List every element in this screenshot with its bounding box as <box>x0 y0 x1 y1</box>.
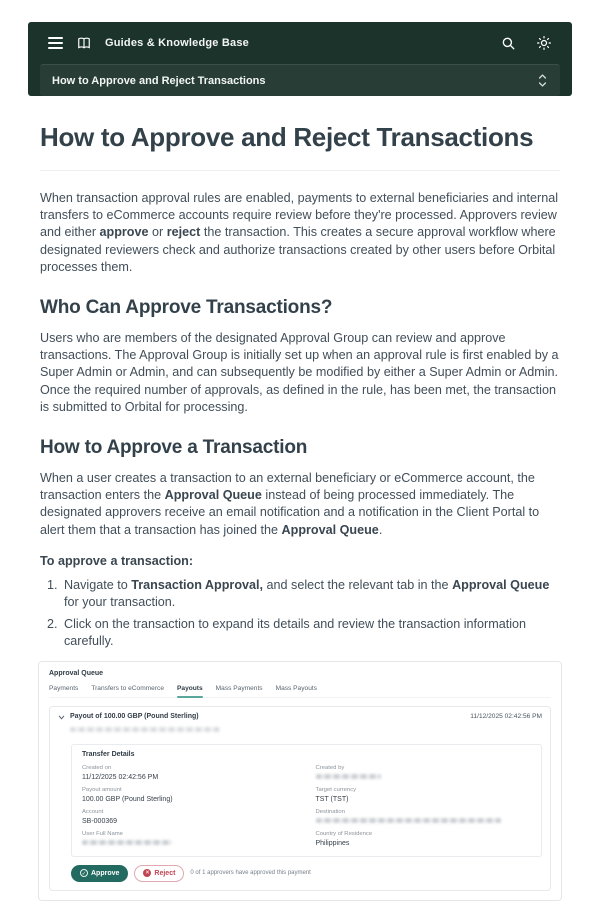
breadcrumb: How to Approve and Reject Transactions <box>52 74 266 87</box>
transaction-row-header <box>58 713 542 738</box>
field-user-full-name: User Full Name <box>82 830 298 848</box>
chevron-down-icon <box>58 713 65 722</box>
figure-tab-transfers-ecommerce: Transfers to eCommerce <box>91 684 165 692</box>
field-created-by: Created by <box>316 764 532 782</box>
transfer-details-grid <box>82 760 531 848</box>
title-divider <box>40 170 560 171</box>
redacted-user-full-name <box>82 840 172 845</box>
figure-tab-mass-payments: Mass Payments <box>215 684 263 692</box>
header-toolbar <box>28 22 572 62</box>
book-icon <box>77 37 91 50</box>
figure-tab-payments: Payments <box>49 684 79 692</box>
redacted-created-by <box>316 774 381 779</box>
section-heading-how-to-approve: How to Approve a Transaction <box>40 437 308 459</box>
redacted-subtitle <box>70 727 220 732</box>
figure-title: Approval Queue <box>49 669 104 677</box>
steps-list <box>61 577 560 651</box>
transaction-row <box>49 706 551 891</box>
step-item-2: 2. Click on the transaction to expand its details and review the transaction information carefully. <box>61 616 560 650</box>
section-paragraph-how-to-approve: When a user creates a transaction to an external beneficiary or eCommerce account, the transaction enters the Approval Queue instead of being processed immediately. The designated approvers receive an email notification and a notification in the Client Portal to alert them that a transaction has joined the Approval Queue. <box>40 471 540 537</box>
transfer-details-card <box>71 744 542 857</box>
field-account: Account SB-000369 <box>82 808 118 825</box>
approval-progress-note: 0 of 1 approvers have approved this payment <box>190 870 311 877</box>
figure-tab-payouts: Payouts <box>177 684 203 692</box>
transaction-timestamp: 11/12/2025 02:42:56 PM <box>470 712 542 720</box>
field-destination: Destination <box>316 808 532 826</box>
page-title: How to Approve and Reject Transactions <box>40 122 534 152</box>
app-title: Guides & Knowledge Base <box>105 37 249 49</box>
field-created-on: Created on 11/12/2025 02:42:56 PM <box>82 764 159 781</box>
transaction-title-block <box>70 713 465 738</box>
menu-icon[interactable] <box>48 37 63 49</box>
step-item-1: 1. Navigate to Transaction Approval, and select the relevant tab in the Approval Queue for your transaction. <box>61 577 560 611</box>
chevron-updown-icon[interactable] <box>537 73 548 88</box>
section-paragraph-who-can-approve: Users who are members of the designated Approval Group can review and approve transactions. The Approval Group is initially set up when an approval rule is first enabled by a Super Admin or Admin, and can subsequently be modified by either a Super Admin or Admin. Once the required number of approvals, as defined in the rule, has been met, the transaction is submitted to Orbital for processing. <box>40 331 559 414</box>
search-icon[interactable] <box>501 36 516 51</box>
check-circle-icon: ✓ <box>81 871 87 878</box>
theme-toggle-icon[interactable] <box>536 35 552 51</box>
reject-button: ✕ Reject <box>134 865 184 882</box>
x-circle-icon: ✕ <box>145 870 150 877</box>
section-heading-who-can-approve: Who Can Approve Transactions? <box>40 297 333 319</box>
intro-paragraph: When transaction approval rules are enabled, payments to external beneficiaries and internal transfers to eCommerce accounts require review before they're processed. Approvers review and either approve or reject the transaction. This creates a secure approval workflow where designated reviewers check and authorize transactions created by other users before Orbital processes them. <box>40 191 559 274</box>
field-country-of-residence: Country of Residence Philippines <box>315 830 373 847</box>
app-header <box>28 22 572 96</box>
steps-title: To approve a transaction: <box>40 553 194 568</box>
field-target-currency: Target currency TST (TST) <box>315 786 357 803</box>
redacted-destination <box>316 818 501 823</box>
article <box>0 121 600 901</box>
transfer-details-title: Transfer Details <box>82 750 135 758</box>
field-payout-amount: Payout amount 100.00 GBP (Pound Sterling) <box>82 786 173 803</box>
figure-tab-bar <box>49 685 551 698</box>
approval-queue-screenshot <box>38 661 562 901</box>
page-breadcrumb-selector[interactable] <box>40 64 560 96</box>
transaction-title: Payout of 100.00 GBP (Pound Sterling) <box>70 712 199 720</box>
approve-button: ✓ Approve <box>71 865 128 882</box>
figure-tab-mass-payouts: Mass Payouts <box>275 684 317 692</box>
transaction-actions <box>71 865 542 882</box>
